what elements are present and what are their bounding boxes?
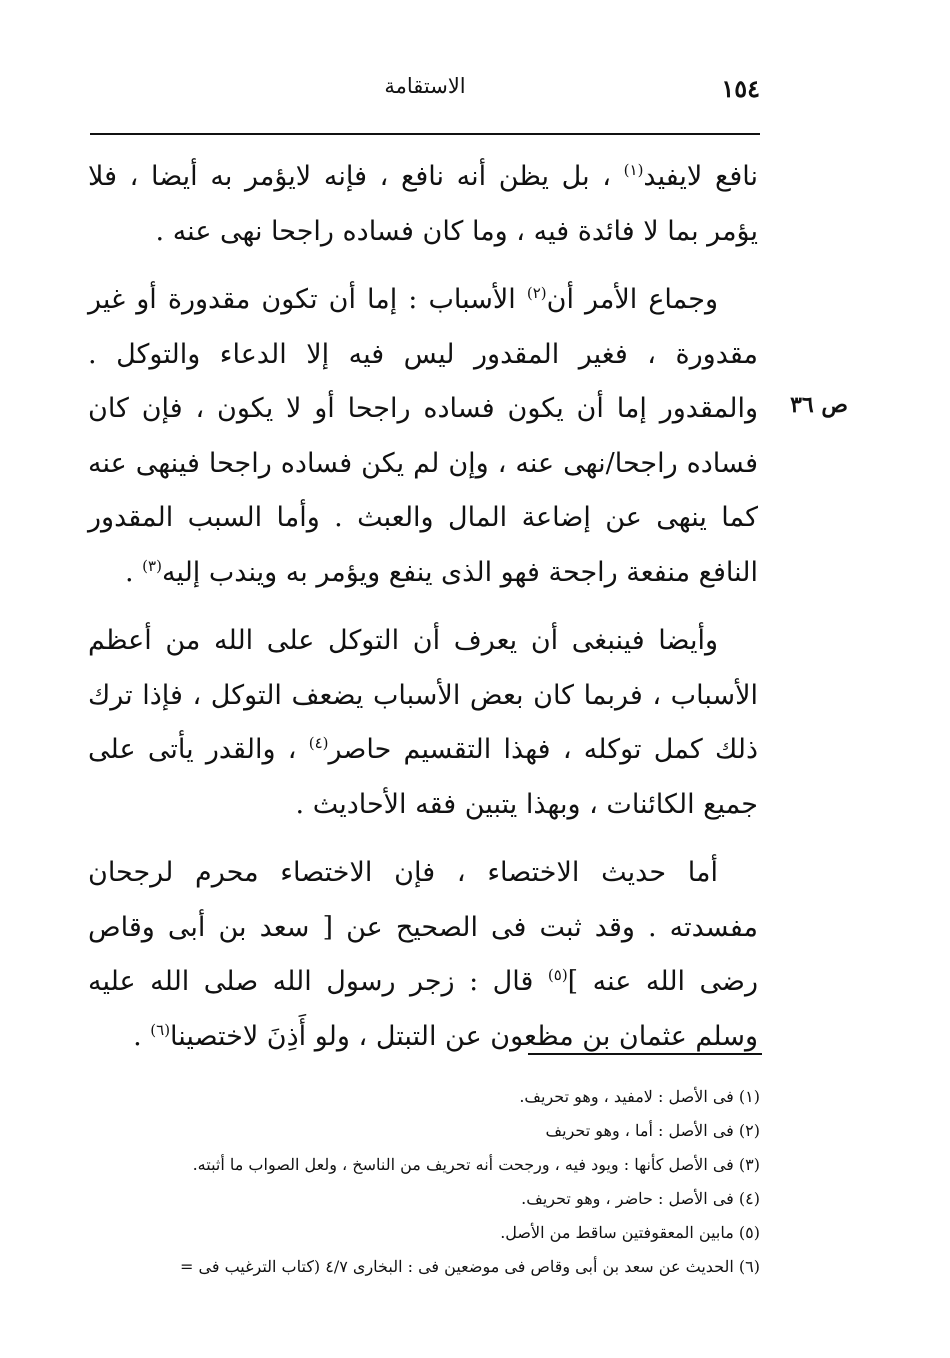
footnote-ref-2[interactable]: (٢) (526, 284, 547, 302)
text-run: أما حديث الاختصاء ، فإن الاختصاء محرم لرجحان مفسدته . وقد ثبت فى الصحيح عن [ سعد بن أبى وقاص رضى الله عنه ] (88, 857, 758, 997)
paragraph-1 (88, 150, 758, 259)
paragraph-3 (88, 614, 758, 832)
footnote-5: (٥) مابين المعقوفتين ساقط من الأصل. (500, 1223, 760, 1242)
header-rule (90, 133, 760, 135)
footnote-ref-5[interactable]: (٥) (547, 966, 568, 984)
running-title: الاستقامة (384, 74, 466, 98)
footnote-1: (١) فى الأصل : لامفيد ، وهو تحريف. (519, 1087, 760, 1106)
footnote-ref-1[interactable]: (١) (623, 161, 644, 179)
footnote-3: (٣) فى الأصل كأنها : ويود فيه ، ورجحت أنه تحريف من الناسخ ، ولعل الصواب ما أثبته. (192, 1155, 760, 1174)
text-run: . (125, 556, 143, 588)
footnote-2: (٢) فى الأصل : أما ، وهو تحريف (545, 1121, 760, 1140)
text-run: وأيضا فينبغى أن يعرف أن التوكل على الله من أعظم الأسباب ، فربما كان بعض الأسباب يضعف التوكل ، فإذا ترك ذلك كمل توكله ، فهذا التقسيم حاصر (88, 625, 758, 765)
footnote-6: (٦) الحديث عن سعد بن أبى وقاص فى موضعين فى : البخارى ٤/٧ (كتاب الترغيب فى = (180, 1257, 760, 1276)
text-run: وجماع الأمر أن (546, 284, 718, 315)
page-header (90, 70, 760, 110)
text-run: . (133, 1020, 151, 1052)
footnote-rule (528, 1053, 762, 1055)
footnote-ref-6[interactable]: (٦) (150, 1020, 171, 1039)
footnote-ref-4[interactable]: (٤) (308, 734, 329, 752)
text-run: الأسباب : إما أن تكون مقدورة أو غير مقدورة ، فغير المقدور ليس فيه إلا الدعاء والتوكل . والمقدور إما أن يكون فساده راجحا أو لا يكون ، فإن كان فساده راجحا/نهى عنه ، وإن لم يكن فساده راجحا فينهى عنه كما ينهى عن إضاعة المال والعبث . وأما السبب المقدور النافع منفعة راجحة فهو الذى ينفع ويؤمر به ويندب إليه (88, 284, 758, 588)
text-run: نافع لايفيد (643, 161, 758, 192)
margin-page-reference: ص ٣٦ (790, 392, 848, 418)
text-run: ، والقدر يأتى على جميع الكائنات ، وبهذا يتبين فقه الأحاديث . (88, 734, 758, 820)
page-number: ١٥٤ (721, 74, 760, 103)
paragraph-4 (88, 846, 758, 1064)
footnote-4: (٤) فى الأصل : حاضر ، وهو تحريف. (521, 1189, 760, 1208)
footnotes (60, 1080, 760, 1284)
text-run: ، بل يظن أنه نافع ، فإنه لايؤمر به أيضا ، فلا يؤمر بما لا فائدة فيه ، وما كان فساده راجحا نهى عنه . (88, 161, 758, 247)
text-run: قال : زجر رسول الله صلى الله عليه وسلم عثمان بن مظعون عن التبتل ، ولو أَذِنَ لاختصينا (88, 966, 758, 1052)
main-text (88, 150, 758, 1064)
paragraph-2 (88, 273, 758, 600)
footnote-ref-3[interactable]: (٣) (142, 556, 162, 575)
